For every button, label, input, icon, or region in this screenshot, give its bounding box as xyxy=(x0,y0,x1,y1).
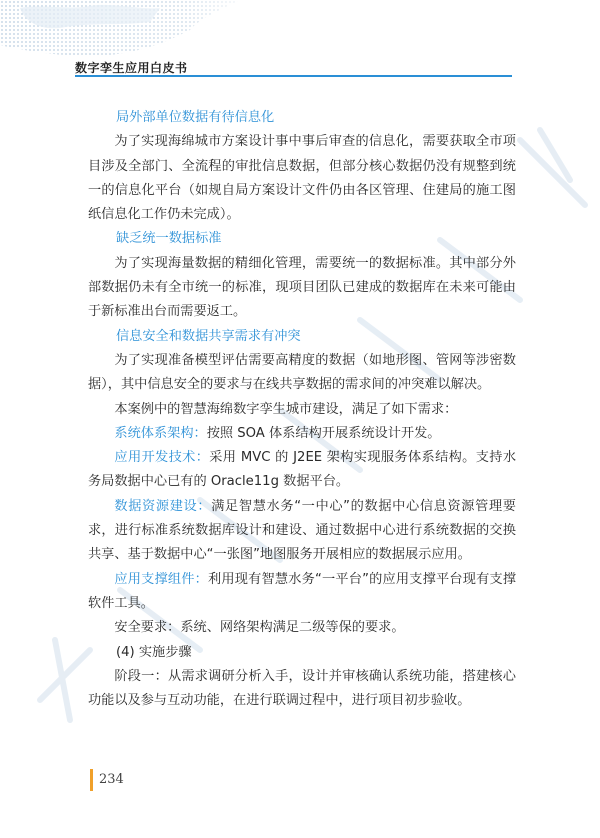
requirement-text: 利用现有智慧水务“一平台”的应用支撑平台现有支撑软件工具。 xyxy=(88,571,517,611)
page-body xyxy=(88,106,516,713)
page-number-marker xyxy=(90,769,93,791)
requirement-text: 采用 MVC 的 J2EE 架构实现服务体系结构。支持水务局数据中心已有的 Oracle11g 数据平台。 xyxy=(88,450,517,490)
section-heading: 局外部单位数据有待信息化 xyxy=(116,110,275,125)
section-heading: 缺乏统一数据标准 xyxy=(116,231,222,247)
requirement-lead: 系统体系架构： xyxy=(114,425,207,441)
requirement-lead: 应用支撑组件： xyxy=(114,571,208,587)
world-map-decoration xyxy=(0,0,260,60)
requirement-text: 满足智慧水务“一中心”的数据中心信息资源管理要求，进行标准系统数据库设计和建设、通过数据中心进行系统数据的交换共享、基于数据中心“一张图”地图服务开展相应的数据展示应用。 xyxy=(88,498,516,563)
paragraph: 为了实现海量数据的精细化管理，需要统一的数据标准。其中部分外部数据仍未有全市统一的标准，现项目团队已建成的数据库在未来可能由于新标准出台而需要返工。 xyxy=(88,255,516,320)
requirement-item xyxy=(88,568,516,617)
requirement-text: 按照 SOA 体系结构开展系统设计开发。 xyxy=(206,425,441,441)
requirement-item xyxy=(88,446,516,495)
requirement-lead: 数据资源建设： xyxy=(114,498,212,514)
page-number: 234 xyxy=(99,772,124,787)
section-heading: 信息安全和数据共享需求有冲突 xyxy=(116,328,301,344)
step-heading: (4) 实施步骤 xyxy=(116,644,192,660)
paragraph: 为了实现准备模型评估需要高精度的数据（如地形图、管网等涉密数据），其中信息安全的要求与在线共享数据的需求间的冲突难以解决。 xyxy=(88,352,516,393)
paragraph: 为了实现海绵城市方案设计事中事后审查的信息化，需要获取全市项目涉及全部门、全流程的审批信息数据，但部分核心数据仍没有规整到统一的信息化平台（如规自局方案设计文件仍由各区管理、住建局的施工图纸信息化工作仍未完成）。 xyxy=(88,134,516,223)
paragraph: 安全要求：系统、网络架构满足二级等保的要求。 xyxy=(114,620,405,636)
header-rule xyxy=(75,75,512,77)
requirement-lead: 应用开发技术： xyxy=(114,450,210,466)
requirement-item xyxy=(88,495,516,568)
paragraph: 本案例中的智慧海绵数字孪生城市建设，满足了如下需求： xyxy=(114,401,458,417)
paragraph: 阶段一：从需求调研分析入手，设计并审核确认系统功能，搭建核心功能以及参与互动功能，在进行联调过程中，进行项目初步验收。 xyxy=(88,668,516,709)
running-header-title: 数字孪生应用白皮书 xyxy=(75,61,188,75)
requirement-item xyxy=(88,422,516,446)
